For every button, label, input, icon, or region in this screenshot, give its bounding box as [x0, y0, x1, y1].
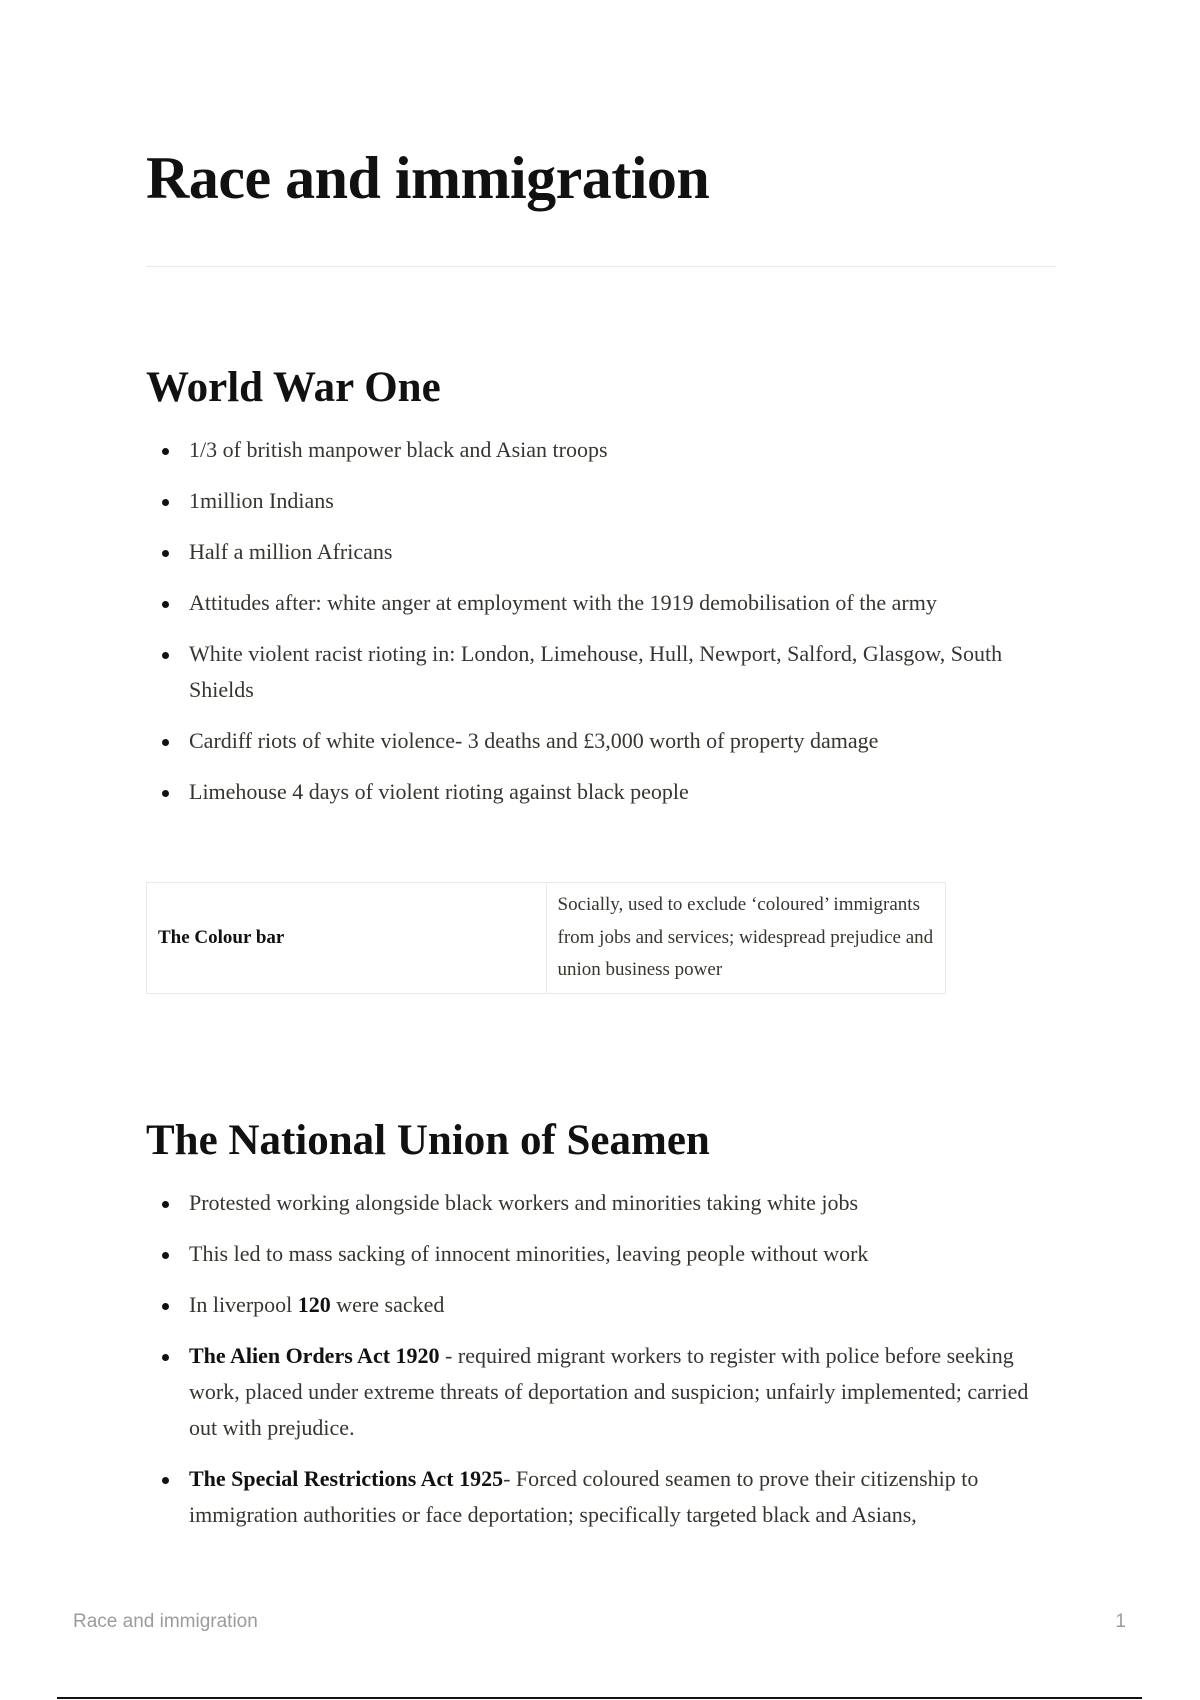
bullet-icon: [162, 1201, 169, 1208]
list-item-text: Half a million Africans: [189, 539, 393, 564]
list-item-text-suffix: were sacked: [330, 1292, 445, 1317]
list-item-text: Protested working alongside black workers and minorities taking white jobs: [189, 1190, 859, 1215]
list-item-text: Cardiff riots of white violence- 3 deaths and £3,000 worth of property damage: [189, 728, 879, 753]
bullet-icon: [162, 601, 169, 608]
footer-document-title: Race and immigration: [73, 1611, 258, 1632]
list-item-bold-term: The Special Restrictions Act 1925: [189, 1466, 504, 1491]
bullet-icon: [162, 1354, 169, 1361]
bullet-icon: [162, 499, 169, 506]
list-item: [146, 1185, 1046, 1221]
colour-bar-table: [146, 882, 946, 994]
bullet-icon: [162, 739, 169, 746]
national-union-of-seamen-list: [146, 1185, 1046, 1548]
list-item-text-prefix: In liverpool: [189, 1292, 298, 1317]
table-row: [147, 883, 946, 994]
bullet-icon: [162, 448, 169, 455]
section-heading-national-union-of-seamen: The National Union of Seamen: [146, 1117, 710, 1164]
list-item: [146, 483, 1046, 519]
list-item-bold-number: 120: [297, 1292, 331, 1317]
list-item: [146, 1338, 1046, 1446]
bullet-icon: [162, 1477, 169, 1484]
bullet-icon: [162, 550, 169, 557]
list-item: [146, 636, 1046, 708]
bullet-icon: [162, 1252, 169, 1259]
list-item: [146, 1236, 1046, 1272]
list-item-text: Limehouse 4 days of violent rioting against black people: [189, 779, 689, 804]
list-item: [146, 432, 1046, 468]
footer-page-number: 1: [1115, 1611, 1126, 1632]
bullet-icon: [162, 652, 169, 659]
list-item: [146, 723, 1046, 759]
list-item-text: - Forced coloured seamen to prove their citizenship to immigration authorities or face deportation; specifically targeted black and Asians,: [189, 1466, 979, 1527]
list-item: [146, 1287, 1046, 1323]
list-item-text: - required migrant workers to register with police before seeking work, placed under extreme threats of deportation and suspicion; unfairly implemented; carried out with prejudice.: [189, 1343, 1029, 1440]
list-item-text: Attitudes after: white anger at employment with the 1919 demobilisation of the army: [189, 590, 937, 615]
bottom-divider: [57, 1697, 1142, 1699]
list-item-text: White violent racist rioting in: London, Limehouse, Hull, Newport, Salford, Glasgow, South Shields: [189, 641, 1003, 702]
list-item-text: 1/3 of british manpower black and Asian troops: [189, 437, 608, 462]
title-divider: [146, 266, 1056, 267]
list-item: [146, 534, 1046, 570]
list-item-bold-term: The Alien Orders Act 1920: [189, 1343, 440, 1368]
table-cell-term: The Colour bar: [147, 883, 547, 994]
list-item-text: 1million Indians: [189, 488, 334, 513]
list-item-text: This led to mass sacking of innocent minorities, leaving people without work: [189, 1241, 869, 1266]
list-item: [146, 1461, 1046, 1533]
table-cell-definition: Socially, used to exclude ‘coloured’ immigrants from jobs and services; widespread prejudice and union business power: [546, 883, 946, 994]
page-title: Race and immigration: [146, 145, 710, 211]
list-item: [146, 774, 1046, 810]
section-heading-world-war-one: World War One: [146, 364, 441, 411]
bullet-icon: [162, 790, 169, 797]
list-item: [146, 585, 1046, 621]
world-war-one-list: [146, 432, 1046, 825]
bullet-icon: [162, 1303, 169, 1310]
